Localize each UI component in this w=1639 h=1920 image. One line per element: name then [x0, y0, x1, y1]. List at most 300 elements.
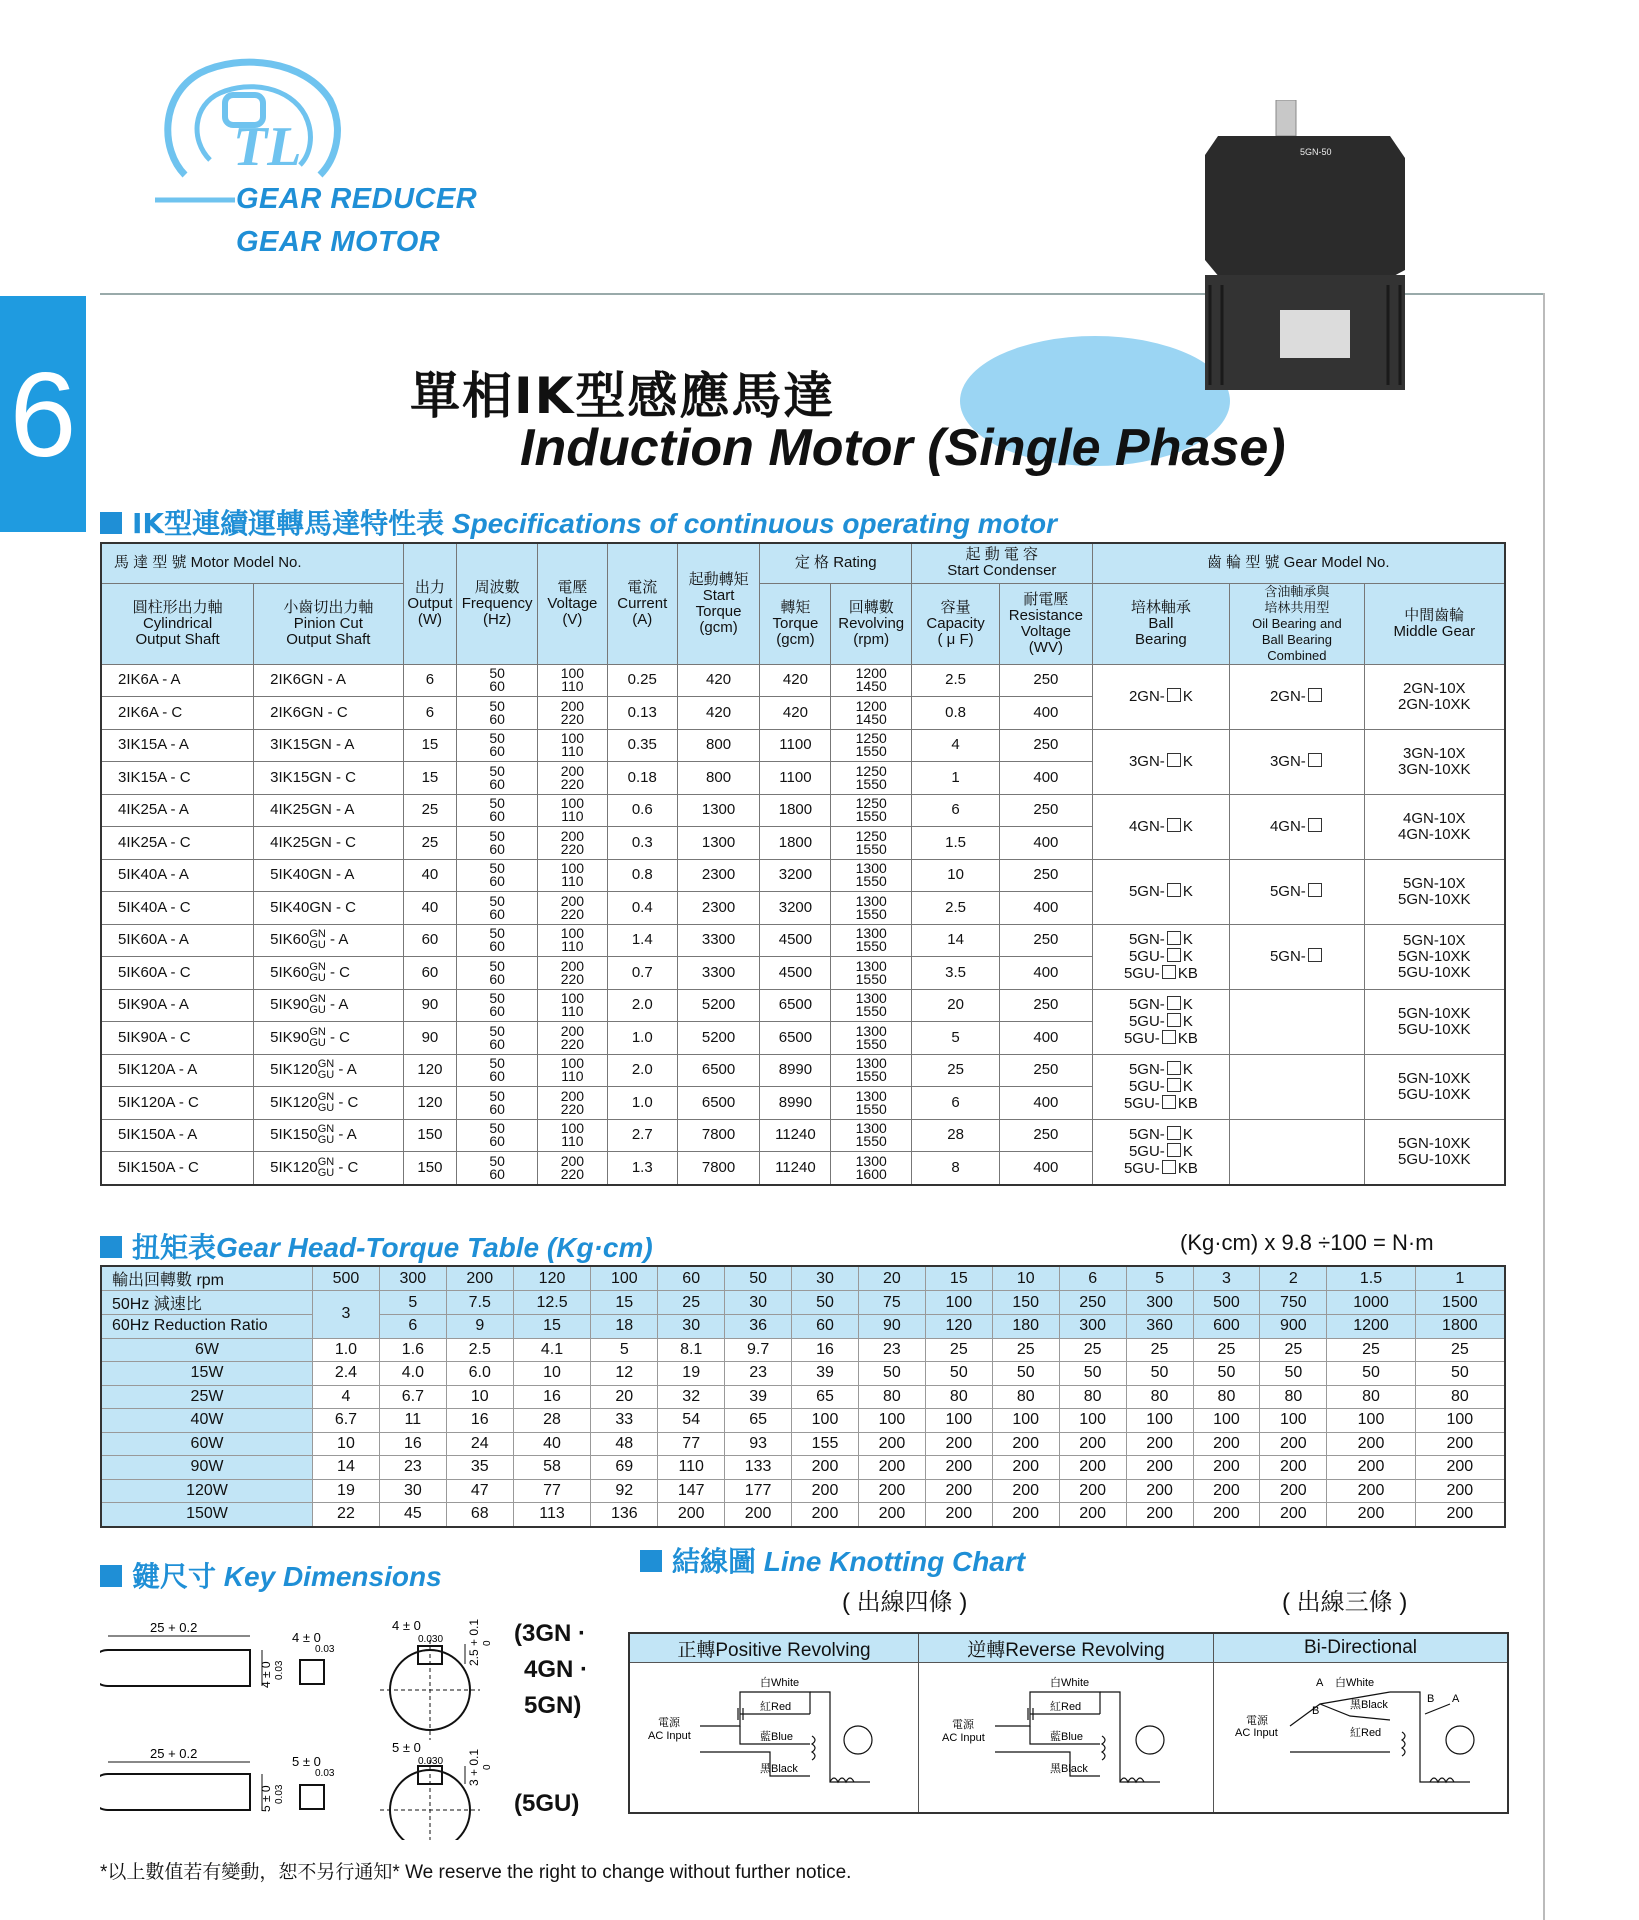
key1-height: 4 ± 0 [259, 1661, 273, 1688]
torque-value: 200 [658, 1503, 725, 1527]
torque-row [101, 1479, 1505, 1503]
freq-b: 60 [489, 873, 505, 890]
blank-box-icon [1167, 883, 1181, 897]
cell-current: 0.18 [607, 762, 677, 795]
blank-box-icon [1167, 1061, 1181, 1075]
torque-value: 10 [313, 1432, 380, 1456]
torque-value: 200 [1059, 1432, 1126, 1456]
bi-red: 紅Red [1350, 1727, 1382, 1739]
th-voltage-unit: (V) [562, 610, 583, 628]
cell-voltage [537, 762, 607, 795]
torque-heading [100, 1226, 653, 1266]
cell-start-torque: 1300 [677, 827, 760, 860]
col-bidirectional: Bi-Directional [1214, 1634, 1507, 1663]
rev-b: 1550 [855, 1133, 887, 1150]
rpm-value: 3 [1193, 1266, 1260, 1291]
ratio60-value: 360 [1126, 1315, 1193, 1339]
cell-current: 2.0 [607, 1054, 677, 1087]
rpm-value: 20 [858, 1266, 925, 1291]
torque-value: 50 [1126, 1362, 1193, 1386]
pinion-suffix: - A [334, 1126, 357, 1144]
rev-a: 1300 [855, 860, 887, 877]
th-ball-en1: Ball [1148, 614, 1174, 632]
ball-gear-suffix: K [1182, 1061, 1193, 1078]
torque-value: 28 [513, 1409, 591, 1433]
gear-type-gu: GU [309, 939, 326, 952]
th-rev-en: Revolving [838, 614, 905, 632]
th-res-zh: 耐電壓 [1023, 590, 1069, 608]
th-voltage [537, 543, 607, 664]
cell-current: 0.6 [607, 794, 677, 827]
pinion-suffix: - C [325, 963, 351, 981]
cell-current: 1.4 [607, 924, 677, 957]
torque-table [100, 1265, 1506, 1528]
freq-b: 60 [489, 840, 505, 857]
cell-voltage [537, 664, 607, 697]
th-start-torque-en2: Torque [695, 602, 742, 620]
pos-power-zh: 電源 [658, 1717, 680, 1729]
cell-capacity: 1 [912, 762, 1000, 795]
rev [831, 827, 911, 857]
freq-a: 50 [489, 795, 505, 812]
wiring-diagrams [630, 1664, 1507, 1812]
torque-value: 33 [591, 1409, 658, 1433]
cell-frequency [457, 1022, 538, 1055]
torque-value: 19 [658, 1362, 725, 1386]
cell-rated-torque: 1100 [760, 762, 831, 795]
cell-middle-gear [1364, 989, 1505, 1054]
volt-b: 110 [561, 873, 584, 890]
ratio60-label: 60Hz Reduction Ratio [101, 1315, 313, 1339]
torque-value: 200 [1126, 1456, 1193, 1480]
pinion-model: 5IK120 [270, 1158, 318, 1176]
th-cyl-zh: 圓柱形出力軸 [132, 598, 223, 616]
cell-start-torque: 7800 [677, 1152, 760, 1185]
col-reverse: 逆轉Reverse Revolving [919, 1634, 1213, 1663]
cell-revolving [831, 1022, 912, 1055]
spec-row [101, 924, 1505, 957]
cell-pinion [254, 1087, 403, 1120]
ratio50-value: 12.5 [513, 1291, 591, 1315]
freq [457, 992, 537, 1018]
torque-value: 100 [1193, 1409, 1260, 1433]
cell-capacity: 6 [912, 1087, 1000, 1120]
gear-type-gu: GU [317, 1069, 335, 1082]
volt-b: 110 [561, 1133, 584, 1150]
torque-value: 65 [792, 1385, 859, 1409]
gear-type-stack [309, 929, 326, 951]
ball-gear-prefix: 5GN- [1128, 931, 1165, 948]
torque-value: 11 [379, 1409, 446, 1433]
ball-gear-prefix: 3GN- [1128, 753, 1165, 770]
spec-row [101, 794, 1505, 827]
cell-pinion [254, 664, 403, 697]
torque-value: 147 [658, 1479, 725, 1503]
freq-b: 60 [489, 808, 505, 825]
blank-box-icon [1308, 753, 1322, 767]
key-label-5gn: 5GN) [524, 1692, 582, 1719]
cell-oil-bearing [1230, 859, 1364, 924]
torque-value: 50 [1415, 1362, 1505, 1386]
middle-gear-model: 5GN-10XK [1398, 1004, 1471, 1022]
ratio-first: 3 [313, 1291, 380, 1339]
volt-a: 100 [560, 730, 585, 747]
torque-value: 10 [513, 1362, 591, 1386]
torque-value: 39 [725, 1385, 792, 1409]
cell-ball-bearing [1092, 1054, 1230, 1119]
volt [538, 892, 607, 922]
torque-value: 24 [446, 1432, 513, 1456]
torque-value: 1.0 [313, 1338, 380, 1362]
cell-current: 2.0 [607, 989, 677, 1022]
middle-gear-model: 4GN-10X [1403, 809, 1466, 827]
ratio60-value: 600 [1193, 1315, 1260, 1339]
gear-type-gu: GU [317, 1134, 335, 1147]
slot1-width-tol: 0.030 [418, 1634, 444, 1645]
key2-height-tol: 0.03 [274, 1784, 285, 1804]
cell-cylindrical: 4IK25A - A [101, 794, 254, 827]
rev-a: 1300 [855, 892, 887, 909]
volt [538, 1057, 607, 1083]
gear-type-stack [318, 1059, 335, 1081]
rev-a: 1300 [855, 1055, 887, 1072]
cell-start-torque: 420 [677, 664, 760, 697]
four-wire-label: ( 出線四條 ) [842, 1589, 968, 1616]
rev-b: 1550 [855, 743, 887, 760]
cell-pinion [254, 762, 403, 795]
rev [831, 957, 911, 987]
pinion-model: 3IK15GN - A [270, 736, 355, 754]
torque-row [101, 1503, 1505, 1527]
torque-value: 16 [446, 1409, 513, 1433]
cell-rated-torque: 8990 [760, 1087, 831, 1120]
torque-row [101, 1362, 1505, 1386]
ratio60-value: 180 [992, 1315, 1059, 1339]
ball-gear-suffix: K [1182, 996, 1193, 1013]
th-rated-torque [760, 583, 831, 664]
gear-type-gn: GN [317, 1155, 335, 1168]
volt-a: 100 [560, 665, 585, 682]
key-label-4gn: 4GN · [524, 1656, 589, 1683]
freq-b: 60 [489, 905, 505, 922]
cell-current: 0.25 [607, 664, 677, 697]
gear-type-stack [309, 994, 326, 1016]
cell-frequency [457, 924, 538, 957]
blank-box-icon [1167, 1126, 1181, 1140]
key-label-5gu: (5GU) [514, 1790, 580, 1817]
gear-type-gu: GU [309, 1004, 326, 1017]
volt [538, 732, 607, 758]
rev-power-en: AC Input [942, 1732, 985, 1744]
torque-value: 200 [858, 1456, 925, 1480]
cell-resistance: 400 [1000, 1087, 1092, 1120]
torque-value: 16 [792, 1338, 859, 1362]
th-middle-gear [1364, 583, 1505, 664]
cell-capacity: 1.5 [912, 827, 1000, 860]
volt [538, 862, 607, 888]
cell-revolving [831, 924, 912, 957]
ball-gear-suffix: K [1182, 1126, 1193, 1143]
ball-gear-prefix: 5GN- [1128, 1126, 1165, 1143]
ball-gear-line [1093, 1095, 1230, 1112]
cell-voltage [537, 794, 607, 827]
freq-b: 60 [489, 1035, 505, 1052]
rpm-value: 120 [513, 1266, 591, 1291]
freq [457, 797, 537, 823]
volt [538, 927, 607, 953]
cell-cylindrical: 5IK60A - C [101, 957, 254, 990]
torque-watt: 150W [101, 1503, 313, 1527]
gear-type-gu: GU [309, 1036, 326, 1049]
gear-type-gn: GN [309, 928, 326, 941]
oil-gear-prefix: 3GN- [1269, 753, 1306, 770]
freq [457, 697, 537, 727]
rev [831, 1022, 911, 1052]
middle-gear-model: 3GN-10XK [1398, 760, 1471, 778]
cell-voltage [537, 924, 607, 957]
torque-value: 10 [446, 1385, 513, 1409]
ratio60-value: 120 [925, 1315, 992, 1339]
ball-gear-prefix: 5GU- [1128, 1143, 1165, 1160]
torque-value: 77 [513, 1479, 591, 1503]
ratio60-value: 90 [858, 1315, 925, 1339]
rev-a: 1250 [855, 795, 887, 812]
torque-value: 200 [1327, 1479, 1415, 1503]
ratio50-value: 250 [1059, 1291, 1126, 1315]
gear-type-gu: GU [317, 1101, 335, 1114]
brand-line-1: GEAR REDUCER [236, 183, 478, 215]
blank-box-icon [1162, 1160, 1176, 1174]
torque-value: 19 [313, 1479, 380, 1503]
slot2-depth-tol: 0 [482, 1764, 493, 1770]
ball-gear-prefix: 4GN- [1128, 818, 1165, 835]
freq-b: 60 [489, 938, 505, 955]
freq-a: 50 [489, 1152, 505, 1169]
pinion-model: 5IK120 [270, 1061, 318, 1079]
volt-b: 110 [561, 678, 584, 695]
bi-motor-a: A [1452, 1693, 1460, 1705]
torque-value: 25 [1193, 1338, 1260, 1362]
cell-rated-torque: 6500 [760, 989, 831, 1022]
rev-a: 1300 [855, 1022, 887, 1039]
cell-revolving [831, 859, 912, 892]
torque-value: 100 [925, 1409, 992, 1433]
torque-value: 200 [725, 1503, 792, 1527]
cell-rated-torque: 1100 [760, 729, 831, 762]
volt-a: 200 [560, 957, 585, 974]
torque-watt: 25W [101, 1385, 313, 1409]
spec-table-body [101, 664, 1505, 1185]
cell-pinion [254, 1022, 403, 1055]
ratio50-value: 1000 [1327, 1291, 1415, 1315]
cell-middle-gear [1364, 664, 1505, 729]
cell-current: 0.7 [607, 957, 677, 990]
three-wire-label: ( 出線三條 ) [1282, 1589, 1408, 1616]
torque-value: 100 [1126, 1409, 1193, 1433]
freq-a: 50 [489, 762, 505, 779]
freq [457, 957, 537, 987]
rpm-value: 50 [725, 1266, 792, 1291]
th-pin-en2: Output Shaft [286, 630, 371, 648]
rev-a: 1250 [855, 730, 887, 747]
volt-a: 100 [560, 1120, 585, 1137]
th-current-unit: (A) [632, 610, 653, 628]
cell-pinion [254, 1054, 403, 1087]
rpm-value: 100 [591, 1266, 658, 1291]
freq [457, 1152, 537, 1182]
volt-b: 220 [560, 905, 585, 922]
cell-ball-bearing [1092, 664, 1230, 729]
ball-gear-line [1093, 1013, 1230, 1030]
cell-capacity: 25 [912, 1054, 1000, 1087]
th-rev-zh: 回轉數 [848, 598, 894, 616]
cell-current: 0.4 [607, 892, 677, 925]
th-rt-en: Torque [772, 614, 819, 632]
pos-power-en: AC Input [648, 1730, 691, 1742]
ratio50-value: 5 [379, 1291, 446, 1315]
torque-value: 2.4 [313, 1362, 380, 1386]
cell-oil-bearing [1230, 924, 1364, 989]
torque-value: 200 [1327, 1503, 1415, 1527]
freq-b: 60 [489, 775, 505, 792]
torque-value: 200 [1193, 1503, 1260, 1527]
spec-row [101, 989, 1505, 1022]
th-voltage-en: Voltage [547, 594, 598, 612]
oil-gear [1230, 753, 1363, 770]
torque-value: 200 [1059, 1503, 1126, 1527]
volt-a: 200 [560, 1152, 585, 1169]
bullet-square-icon [640, 1550, 662, 1572]
th-oil-zh2: 培林共用型 [1264, 599, 1330, 615]
bi-power-en: AC Input [1235, 1727, 1278, 1739]
rev-b: 1550 [855, 1035, 887, 1052]
th-output [403, 543, 457, 664]
torque-value: 1.6 [379, 1338, 446, 1362]
cell-resistance: 250 [1000, 729, 1092, 762]
page-title-zh: 單相IK型感應馬達 [410, 367, 836, 425]
middle-gear-model: 5GN-10XK [1398, 947, 1471, 965]
cell-current: 1.0 [607, 1022, 677, 1055]
cell-resistance: 250 [1000, 989, 1092, 1022]
cell-start-torque: 800 [677, 762, 760, 795]
spec-table [100, 542, 1506, 1186]
blank-box-icon [1162, 1030, 1176, 1044]
gear-type-gn: GN [317, 1123, 335, 1136]
th-pin-zh: 小齒切出力軸 [283, 598, 374, 616]
cell-capacity: 4 [912, 729, 1000, 762]
rev-b: 1550 [855, 1068, 887, 1085]
th-motor-model: 馬 達 型 號 Motor Model No. [101, 543, 403, 583]
freq [457, 762, 537, 792]
torque-value: 200 [1193, 1456, 1260, 1480]
torque-row [101, 1409, 1505, 1433]
motor-model-label: 5GN-50 [1300, 147, 1332, 157]
cell-output: 120 [403, 1054, 457, 1087]
cell-frequency [457, 762, 538, 795]
cell-resistance: 400 [1000, 957, 1092, 990]
cell-revolving [831, 664, 912, 697]
oil-gear [1230, 883, 1363, 900]
ball-gear-line [1093, 1030, 1230, 1047]
cell-cylindrical: 4IK25A - C [101, 827, 254, 860]
th-oil-en1: Oil Bearing and [1252, 615, 1342, 631]
rev-b: 1450 [855, 678, 887, 695]
rev-b: 1550 [855, 840, 887, 857]
torque-value: 200 [1260, 1456, 1327, 1480]
volt [538, 797, 607, 823]
cell-frequency [457, 1087, 538, 1120]
ball-gear [1093, 1061, 1230, 1112]
middle-gear-model: 2GN-10X [1403, 679, 1466, 697]
cell-rated-torque: 420 [760, 664, 831, 697]
ball-gear-line [1093, 753, 1230, 770]
cell-oil-bearing [1230, 1119, 1364, 1185]
cell-voltage [537, 1087, 607, 1120]
rpm-value: 10 [992, 1266, 1059, 1291]
torque-value: 45 [379, 1503, 446, 1527]
cell-rated-torque: 3200 [760, 859, 831, 892]
cell-current: 1.0 [607, 1087, 677, 1120]
spec-row [101, 1119, 1505, 1152]
rev-b: 1600 [855, 1165, 887, 1182]
freq-a: 50 [489, 957, 505, 974]
freq-b: 60 [489, 1068, 505, 1085]
ratio60-value: 60 [792, 1315, 859, 1339]
key2-width: 5 ± 0 [292, 1754, 321, 1769]
ratio50-value: 7.5 [446, 1291, 513, 1315]
pinion-model: 4IK25GN - A [270, 801, 355, 819]
cell-resistance: 250 [1000, 664, 1092, 697]
gear-type-stack [309, 962, 326, 984]
cell-pinion [254, 957, 403, 990]
torque-value: 48 [591, 1432, 658, 1456]
torque-value: 39 [792, 1362, 859, 1386]
torque-value: 80 [1327, 1385, 1415, 1409]
rpm-value: 6 [1059, 1266, 1126, 1291]
cell-capacity: 20 [912, 989, 1000, 1022]
torque-value: 200 [1193, 1479, 1260, 1503]
middle-gear-model: 5GU-10XK [1398, 1085, 1471, 1103]
torque-ratio60-row [101, 1315, 1505, 1339]
torque-value: 6.7 [313, 1409, 380, 1433]
volt [538, 1122, 607, 1148]
freq [457, 892, 537, 922]
th-current-en: Current [617, 594, 668, 612]
cell-pinion [254, 989, 403, 1022]
ratio50-value: 75 [858, 1291, 925, 1315]
pinion-model: 4IK25GN - C [270, 833, 357, 851]
torque-value: 80 [1193, 1385, 1260, 1409]
blank-box-icon [1167, 996, 1181, 1010]
ball-gear-line [1093, 883, 1230, 900]
torque-value: 200 [1415, 1456, 1505, 1480]
th-cap-unit: ( μ F) [937, 630, 974, 648]
freq-a: 50 [489, 1022, 505, 1039]
th-capacity [912, 583, 1000, 664]
cell-frequency [457, 1152, 538, 1185]
bi-switch-b: B [1312, 1705, 1320, 1717]
pinion-suffix: - C [325, 1028, 351, 1046]
cell-oil-bearing [1230, 729, 1364, 794]
pinion-model: 5IK90 [270, 996, 310, 1014]
volt [538, 697, 607, 727]
cell-cylindrical: 5IK40A - C [101, 892, 254, 925]
freq-a: 50 [489, 1055, 505, 1072]
volt-a: 100 [560, 795, 585, 812]
cell-cylindrical: 5IK150A - A [101, 1119, 254, 1152]
ball-gear-suffix: K [1182, 1143, 1193, 1160]
torque-value: 133 [725, 1456, 792, 1480]
